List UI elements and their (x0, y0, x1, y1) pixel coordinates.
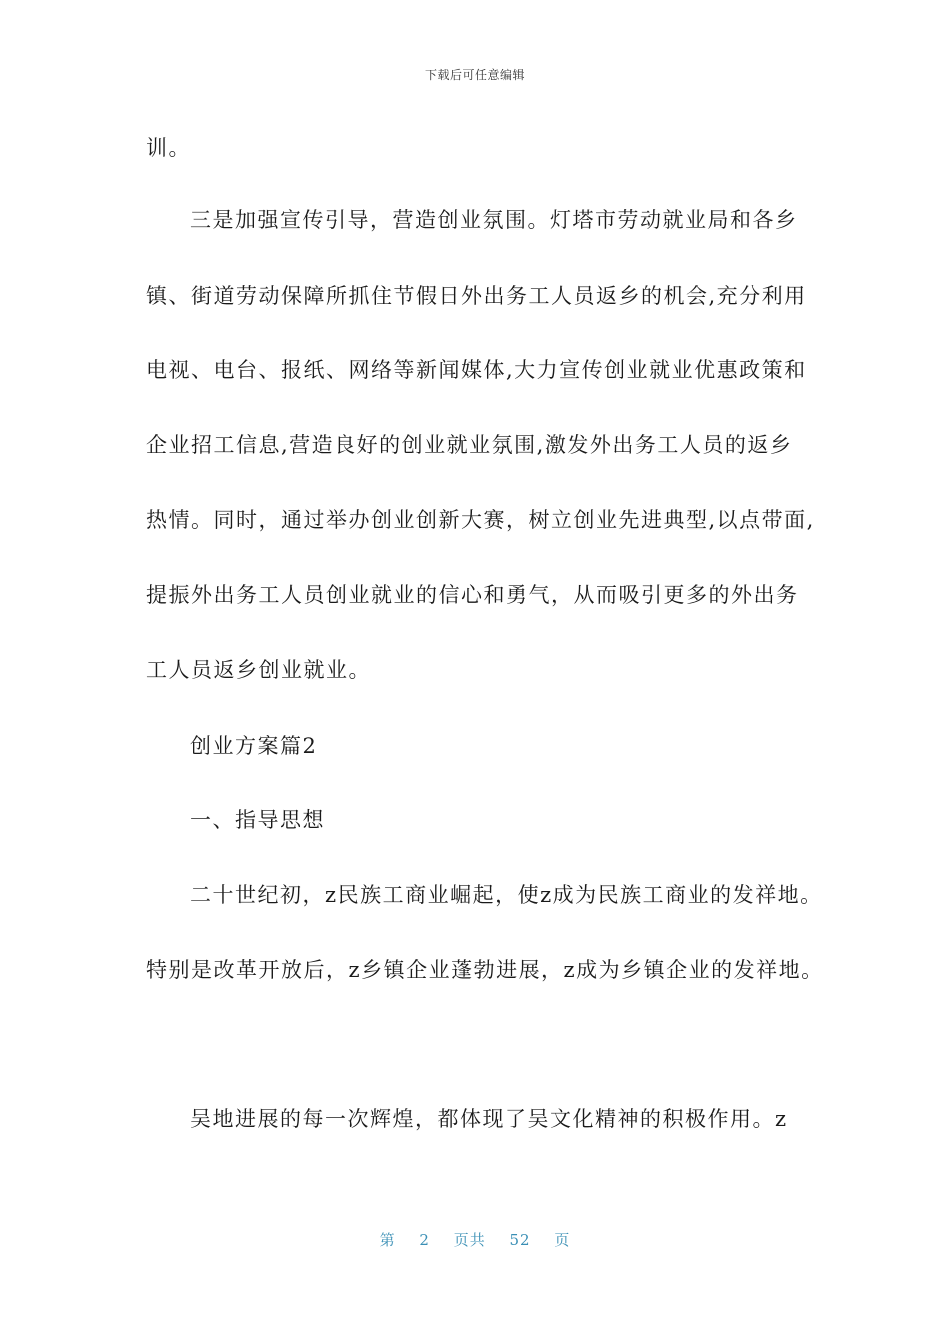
paragraph-line: 工人员返乡创业就业。 (146, 658, 371, 682)
section-heading: 创业方案篇2 (190, 734, 318, 758)
paragraph-line: 特别是改革开放后，z乡镇企业蓬勃进展，z成为乡镇企业的发祥地。 (146, 958, 824, 982)
paragraph-line: 训。 (146, 136, 191, 160)
paragraph-line: 镇、街道劳动保障所抓住节假日外出务工人员返乡的机会,充分利用 (146, 284, 807, 308)
footer-page-number: 2 (419, 1231, 430, 1249)
paragraph-line: 热情。同时，通过举办创业创新大赛，树立创业先进典型,以点带面, (146, 508, 815, 532)
subsection-heading: 一、指导思想 (190, 808, 325, 832)
footer-page-mid: 页共 (453, 1231, 486, 1249)
paragraph-line: 电视、电台、报纸、网络等新闻媒体,大力宣传创业就业优惠政策和 (146, 358, 807, 382)
paragraph-line: 吴地进展的每一次辉煌，都体现了吴文化精神的积极作用。z (190, 1107, 788, 1131)
paragraph-line: 二十世纪初，z民族工商业崛起，使z成为民族工商业的发祥地。 (190, 883, 823, 907)
footer-page-prefix: 第 (379, 1231, 396, 1249)
header-note: 下载后可任意编辑 (424, 68, 525, 82)
paragraph-line: 企业招工信息,营造良好的创业就业氛围,激发外出务工人员的返乡 (146, 433, 793, 457)
page-footer (0, 1229, 950, 1250)
paragraph-line: 提振外出务工人员创业就业的信心和勇气，从而吸引更多的外出务 (146, 583, 799, 607)
footer-page-suffix: 页 (554, 1231, 571, 1249)
footer-page-total: 52 (509, 1231, 531, 1249)
paragraph-line: 三是加强宣传引导，营造创业氛围。灯塔市劳动就业局和各乡 (190, 208, 798, 232)
